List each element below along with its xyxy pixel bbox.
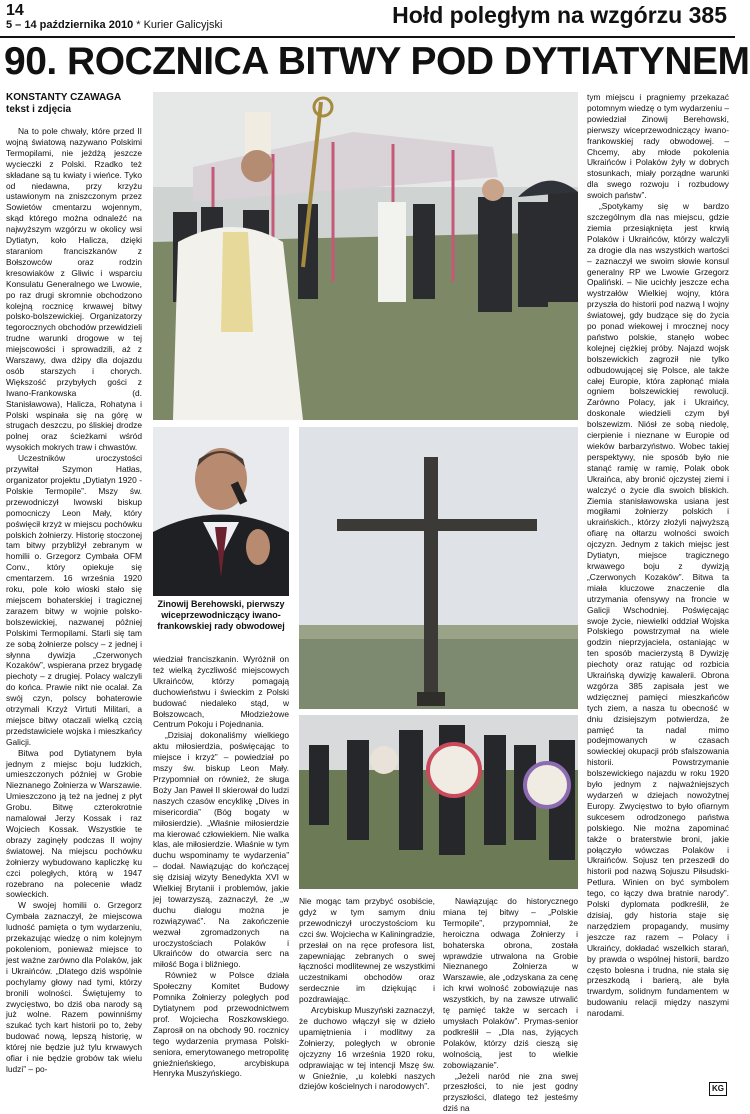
paragraph: Bitwa pod Dytiatynem była jednym z miejsc boju ludzkich, umieszczonych później w Grobie Nieznanego Żołnierza w Warszawie. Umieszczono ją też na jednej z płyt Grobu. Bitwę czterokrotnie namalował Jerzy Kossak i raz Wojciech Kossak. Wszystkie te obrazy zaginęły podczas II wojny światowej. Na miejscu pochówku żołnierzy wybudowano kapliczkę ku czci poległych, którą w 1947 rozebrano na polecenie władz sowieckich.: [6, 748, 142, 901]
paragraph: Na to pole chwały, które przed II wojną światową nazywano Polskimi Termopilami, nie jeżdżą jeszcze wycieczki z Polski. Rzadko też składane są tu kwiaty i wieńce. Tyko od niedawna, przy krzyżu ustawionym na zniszczonym przez Sowietów cmentarzu wojennym, skąd którego można odnaleźć na najwyższym wzgórzu w okolicy wsi Dytiatyn, koło Halicza, dzięki staraniom franciszkanów z Bołszowców oraz rodzin kresowiaków z Gliwic i wsparciu Konsulatu Generalnego we Lwowie, po raz drugi skromnie obchodzono kolejną rocznicę krwawej bitwy polsko-bolszewickiej. Organizatorzy tegorocznych obchodów przewidzieli trudne warunki drogowe w tej miejscowości i sprowadzili, aż z Warszawy, dwa dżipy dla dojazdu osób starszych i chorych. Większość przybyłych gości z Iwano-Frankowska (d. Stanisławowa), Halicza, Rohatyna i Polski wspinała się na górę w strugach deszczu, po śliskiej drodze polnej oraz ścieżkami wśród wysokich mokrych traw i chwastów.: [6, 126, 142, 453]
photo-caption: Zinowij Berehowski, pierwszy wiceprzewodniczący iwano-frankowskiej rady obwodowej: [153, 599, 289, 632]
photo-bishop-blessing-image: [153, 92, 578, 420]
paragraph: tym miejscu i pragniemy przekazać potomnym wiedzę o tym wydarzeniu – powiedział Zinowij Berehowski, pierwszy wiceprzewodniczący iwano-frankowskiej rady obwodowej. – Chcemy, aby młode pokolenia Ukraińców i Polaków żyły w dobrych stosunkach, miały porządne warunki dla swego rozwoju i rozbudowy swoich państw”.: [587, 92, 729, 201]
paragraph: „Spotykamy się w bardzo szczególnym dla nas miejscu, gdzie ziemia przesiąknięta jest krwią Polaków i Ukraińców, którzy walczyli za drogie dla nas wszystkich wartości – zaznaczył we swoim słowie konsul generalny RP we Lwowie Grzegorz Opaliński. – Nie ucichły jeszcze echa wystrzałów Wielkiej wojny, która przyszła do historii pod nazwą I wojny światowej, gdy budzące się do życia po ponad wiekowej i mrocznej nocy państwo polskie, stanęło wobec kolejnej ciężkiej próby. Najazd wojsk bolszewickich zagroził nie tylko odbudowującej się Polsce, ale także całej Europie, która zapłonąć miała ogniem bolszewickiej rewolucji. Zarówno Polacy, jak i Ukraińcy, doskonale wiedzieli czym był bolszewizm. Niósł ze sobą niedolę, cierpienie i nieznane w Europie od wieków barbarzyństwo. Wobec takiej perspektywy, nie sposób było nie stanąć ramię w ramię, Polak obok Ukraińca, aby bronić ojczystej ziemi i walczyć o życie dla swoich bliskich. Ziemia stanisławowska usiana jest mogiłami żołnierzy polskich i ukraińskich., którzy złożyli najwyższą ofiarę na ołtarzu wolności swoich ojczyzn. Jednym z takich miejsc jest Dytiatyn, miejsce tragicznego krwawego boju z dywizją „Czerwonych Kozaków”. Bitwa ta miała kluczowe znaczenie dla utrzymania ofensywy na froncie w Galicji Wschodniej. Poświęcając swoje życie, niewielki oddział Wojska Polskiego powstrzymał na wiele godzin nieprzyjaciela, ostaniając w ten sposób macierzystą 8 Dywizję piechoty oraz ratując od rozbicia Ukraińską dywizję kawalerii. Obrona wzgórza 385 zapisała jest we wdzięcznej pamięci mieszkańców tych ziem, a nasza tu obecność w dniu dzisiejszym potwierdza, że pamięć ta nadal mimo podejmowanych w czasach sowieckiej okupacji prób sfalszowania historii. Powstrzymanie bolszewickiego najazdu w roku 1920 było jednym z najważniejszych wydarzeń w dziejach nowożytnej Europy. Zwycięstwo to było ofiarnym sukcesem odrodzonego państwa polskiego. Nie można zapominać także o braterstwie broni, jakie połączyło wówczas Polaków i Ukraińców. Sojusz ten przeszedł do historii pod nazwą Sojuszu Piłsudski-Petlura. Winien on być symbolem tego, co łączy dwa bratnie narody”. Polski dyplomata podkreślił, że dzisiaj, gdy historia staje się narzędziem propagandy, musimy jeszcze raz razem – Polacy i Ukraińcy, dokładać wszelkich starań, by prawda o wspólnej historii, bardzo często bolesna i trudna, nie stała się przeszkodą i barierą, ale była trwardym, solidnym fundamentem w budowaniu relacji między naszymi narodami.: [587, 201, 729, 1019]
issue-date-line: [6, 19, 222, 31]
article-headline: 90. ROCZNICA BITWY POD DYTIATYNEM: [4, 38, 732, 86]
photo-wreaths-image: [299, 715, 578, 889]
section-title: Hołd poległym na wzgórzu 385: [392, 2, 727, 29]
author-name: KONSTANTY CZAWAGA: [6, 92, 121, 104]
article-column-5: [587, 92, 729, 1087]
byline: [6, 92, 121, 116]
paragraph: Nawiązując do historycznego miana tej bitwy – „Polskie Termopile”, przypomniał, że heroiczna odwaga Żołnierzy i bohaterska obrona, została wprawdzie utrwalona na Grobie Nieznanego Żołnierza w Warszawie, ale „odzyskana za cenę ich krwi wolność zobowiązuje nas wszystkich, by na zawsze utrwalić tę pamięć także w sercach i umysłach Polaków”. Prymas-senior podkreślił – „Dla nas, żyjących Polaków, którzy dziś cieszą się wolnością, jest to wielkie zobowiązanie”.: [443, 896, 578, 1071]
paragraph: „Jeżeli naród nie zna swej przeszłości, to nie jest godny przyszłości, dlatego też jesteśmy dziś na: [443, 1071, 578, 1114]
paragraph: „Dzisiaj dokonaliśmy wielkiego aktu miłosierdzia, poświęcając to miejsce i krzyż” – powiedział po mszy św. biskup Leon Mały. Przypomniał on również, że sługa Boży Jan Paweł II skierował do ludzi naszych czasów encyklikę „Dives in misericordia” (Bóg bogaty w miłosierdzie). „Właśnie miłosierdzie ma kierować człowiekiem. Nie walka klas, ale miłosierdzie. Właśnie w tym duchu wspominamy te wydarzenia” – dodał. Nawiązując do kończącej się dzisiaj wizyty Benedykta XVI w Wielkiej Brytanii i problemów, jakie jej towarzyszą, zaznaczył, że „w duchu dialogu można je rozwiązywać”. Na zakończenie wezwał zgromadzonych na uroczystościach Polaków i Ukraińców do otwarcia serc na miłość Boga i bliźniego.: [153, 730, 289, 970]
article-column-3: [299, 896, 435, 1096]
newspaper-logo-icon: KG: [709, 1082, 727, 1096]
paragraph: Nie mogąc tam przybyć osobiście, gdyż w tym samym dniu przewodniczył uroczystościom ku czci św. Wojciecha w Kaliningradzie, przesłał on na ręce profesora list, zapewniając zebranych o swej łączności modlitewnej ze wszystkimi uczestnikami obchodów oraz serdecznie im dziękując i pozdrawiając.: [299, 896, 435, 1005]
paragraph: W swojej homilii o. Grzegorz Cymbała zaznaczył, że miejscowa ludność pamięta o tym wydarzeniu, przekazując wiedzę o nim kolejnym pokoleniom, ponieważ miejsce to jest ważne zarówno dla Polaków, jak i Ukraińców. „Dlatego dziś wspólnie pochylamy głowy nad tymi, którzy bronili wolności. Świętujemy to zwycięstwo, bo dziś oba narody są już wolne. Razem powinniśmy szukać tych kart historii po to, żeby budować nową, lepszą historię, w której nie będzie już tylu krwawych ofiar i nie będzie grobów tak wielu ludzi” – po-: [6, 900, 142, 1075]
issue-date: 5 – 14 października 2010: [6, 19, 133, 31]
publication-name: * Kurier Galicyjski: [136, 19, 222, 31]
photo-portrait-image: [153, 427, 289, 596]
photo-bishop-blessing: [153, 92, 578, 420]
page-number: 14: [6, 2, 24, 20]
paragraph: Uczestników uroczystości przywitał Szymon Hatłas, organizator projektu „Dytiatyn 1920 - Polskie Termopile”. Mszy św. przewodniczył lwowski biskup pomocniczy Leon Mały, który poświęcił krzyż w miejscu pochówku polskich żołnierzy. Historię stoczonej tam bitwy przybliżył zebranym w homilii o. Grzegorz Cymbała OFM Conv., który opiekuje się cmentarzem. 16 września 1920 roku, pole koło wioski stało się miejscem bohaterskiej i tragicznej zarazem bitwy w wojnie polsko-bolszewickiej, nazwanej później Polskimi Termopilami. Starli się tam ze sobą żołnierze polscy – z jednej i słynna dywizja „Czerwonych Kozaków”, wspierana przez brygadę piechoty – z drugiej. Polacy walczyli do końca. Prawie nikt nie ocalał. Za swój czyn, polscy bohaterowie otrzymali Krzyż Virtuti Militari, a miejsce bitwy otaczali wielką czcią przedstawiciele wojska i mieszkańcy Galicji.: [6, 453, 142, 747]
photo-portrait-berehowski: [153, 427, 289, 596]
article-column-1: [6, 126, 142, 1096]
photo-cross: [299, 427, 578, 709]
article-column-2: [153, 654, 289, 1096]
author-note: tekst i zdjęcia: [6, 104, 121, 116]
paragraph: Również w Polsce działa Społeczny Komitet Budowy Pomnika Żołnierzy poległych pod Dytiatynem pod przewodnictwem prof. Wojciecha Roszkowskiego. Zaprosił on na obchody 90. rocznicy tego wydarzenia prymasa Polski-seniora, emerytowanego metropolitę gnieźnieńskiego, arcybiskupa Henryka Muszyńskiego.: [153, 970, 289, 1079]
article-column-4: [443, 896, 578, 1096]
paragraph: Arcybiskup Muszyński zaznaczył, że duchowo włączył się w dzieło upamiętnienia i modlitwy za Żołnierzy, poległych w obronie ojczyzny 16 września 1920 roku, odprawiając w tej intencji Mszę św. w Gnieźnie, „u kolebki naszych dziejów kościelnych i narodowych”.: [299, 1005, 435, 1092]
photo-cross-image: [299, 427, 578, 709]
paragraph: wiedział franciszkanin. Wyróżnił on też wielką życzliwość miejscowych Ukraińców, którzy pomagają duchowieństwu i świeckim z Polski budować niedaleko stąd, w Bołszowcach, Młodzieżowe Centrum Pokoju i Pojednania.: [153, 654, 289, 730]
photo-wreaths: [299, 715, 578, 889]
